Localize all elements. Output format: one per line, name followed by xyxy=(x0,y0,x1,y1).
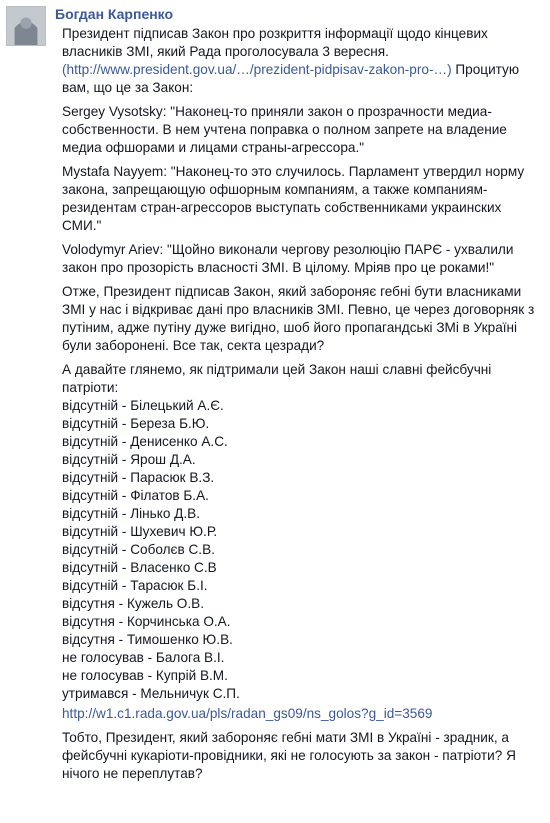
vote-list-item: утримався - Мельничук С.П. xyxy=(62,686,240,701)
vote-list-item: відсутня - Кужель О.В. xyxy=(62,596,204,611)
vote-list-item: не голосував - Купрій В.М. xyxy=(62,668,228,683)
vote-list xyxy=(62,397,544,703)
vote-list-item: відсутній - Філатов Б.А. xyxy=(62,488,209,503)
vote-list-item: відсутній - Лінько Д.В. xyxy=(62,506,200,521)
conclusion-paragraph: Тобто, Президент, який забороняє гебні мати ЗМІ в Україні - зрадник, а фейсбучні кукаріоти-провідники, які не голосують за закон - патріоти? Я нічого не переплутав? xyxy=(62,730,516,781)
quote-ariev: Volodymyr Ariev: "Щойно виконали чергову резолюцію ПАРЄ - ухвалили закон про прозорість власності ЗМІ. В цілому. Мріяв про це роками!" xyxy=(62,242,514,275)
intro-tail: Процитую вам, що це за Закон: xyxy=(62,62,520,95)
vote-list-item: відсутній - Парасюк В.З. xyxy=(62,470,215,485)
vote-list-item: відсутній - Береза Б.Ю. xyxy=(62,416,210,431)
author-name[interactable]: Богдан Карпенко xyxy=(55,6,174,22)
vote-list-item: не голосував - Балога В.І. xyxy=(62,650,225,665)
vote-list-item: відсутня - Тимошенко Ю.В. xyxy=(62,632,233,647)
vote-list-item: відсутній - Власенко С.В xyxy=(62,560,217,575)
post-body xyxy=(62,25,544,789)
president-link[interactable]: (http://www.president.gov.ua/…/prezident-pidpisav-zakon-pro-…) xyxy=(62,62,452,77)
vote-list-item: відсутня - Корчинська О.А. xyxy=(62,614,231,629)
avatar-image xyxy=(7,7,45,45)
paragraph-patriots: А давайте глянемо, як підтримали цей Закон наші славні фейсбучні патріоти: xyxy=(62,362,492,395)
vote-list-item: відсутній - Денисенко А.С. xyxy=(62,434,228,449)
rada-link[interactable]: http://w1.c1.rada.gov.ua/pls/radan_gs09/ns_golos?g_id=3569 xyxy=(62,706,433,721)
paragraph-president: Отже, Президент підписав Закон, який забороняє гебні бути власниками ЗМІ у нас і відкриває дані про власників ЗМІ. Певно, це через договорняк з путіним, адже путіну дуже вигідно, шоб його пропагандські ЗМі в Україні були заборонені. Все так, секта цезради? xyxy=(62,284,535,353)
vote-list-item: відсутній - Ярош Д.А. xyxy=(62,452,196,467)
intro-text: Президент підписав Закон про розкриття інформації щодо кінцевих власників ЗМІ, який Рада проголосувала 3 вересня. xyxy=(62,26,488,59)
quote-vysotsky: Sergey Vysotsky: "Наконец-то приняли закон о прозрачности медиа-собственности. В нем учтена поправка о полном запрете на владение медиа офшорами и лицами страны-агрессора." xyxy=(62,104,507,155)
vote-list-item: відсутній - Білецький А.Є. xyxy=(62,398,224,413)
vote-list-item: відсутній - Соболєв С.В. xyxy=(62,542,215,557)
vote-list-item: відсутній - Шухевич Ю.Р. xyxy=(62,524,218,539)
intro-paragraph xyxy=(62,25,544,97)
avatar[interactable] xyxy=(6,6,46,46)
vote-list-item: відсутній - Тарасюк Б.І. xyxy=(62,578,208,593)
rada-link-paragraph xyxy=(62,705,544,723)
quote-nayyem: Mystafa Nayyem: "Наконец-то это случилось. Парламент утвердил норму закона, запрещающую офшорным компаниям, а также компаниям-резидентам стран-агрессоров выступать собственниками украинских СМИ." xyxy=(62,164,525,233)
